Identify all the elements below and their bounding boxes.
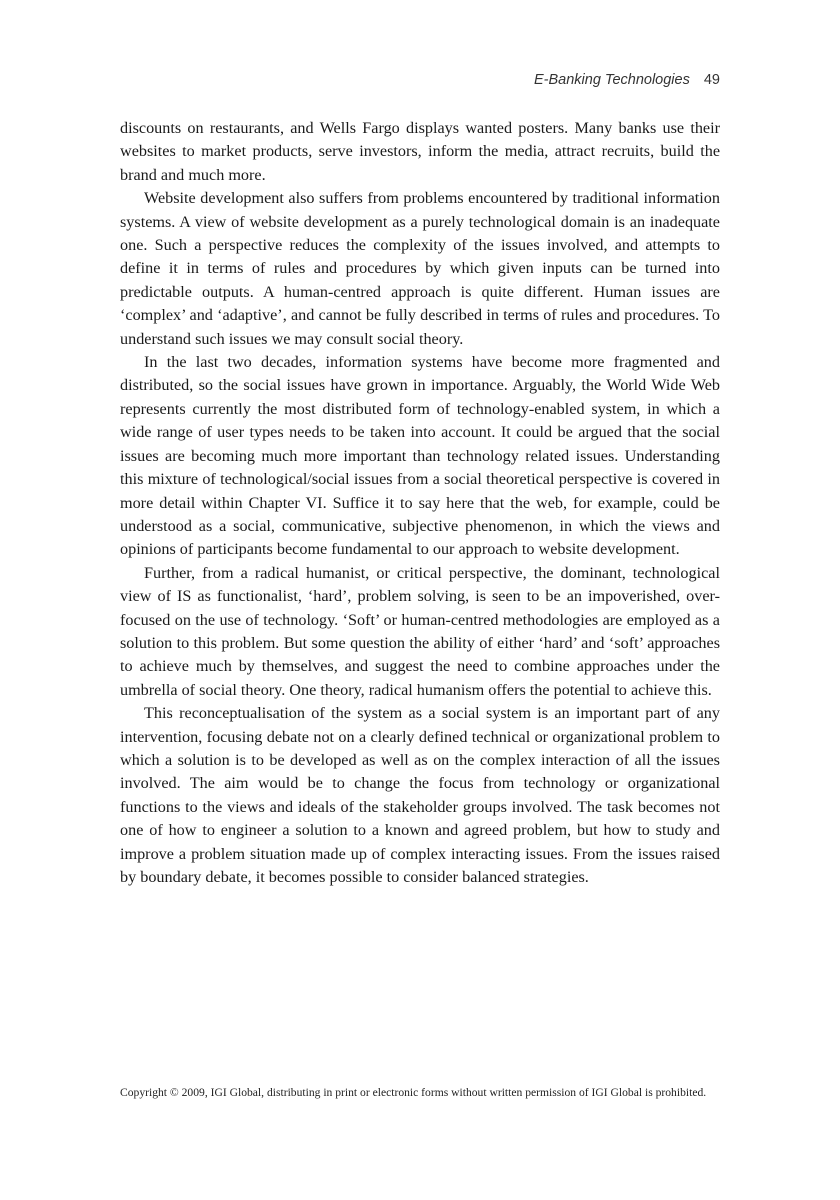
page-number: 49 xyxy=(703,72,720,88)
running-header xyxy=(534,72,720,88)
copyright-footer: Copyright © 2009, IGI Global, distributing in print or electronic forms without written permission of IGI Global is prohibited. xyxy=(120,1086,707,1099)
running-title: E-Banking Technologies xyxy=(534,72,690,88)
paragraph: Website development also suffers from problems encountered by traditional information systems. A view of website development as a purely technological domain is an inadequate one. Such a perspective reduces the complexity of the issues involved, and attempts to define it in terms of rules and procedures by which given inputs can be turned into predictable outputs. A human-centred approach is quite different. Human issues are ‘complex’ and ‘adaptive’, and cannot be fully described in terms of rules and procedures. To understand such issues we may consult social theory. xyxy=(120,189,720,348)
body-text xyxy=(120,117,720,889)
paragraph: Further, from a radical humanist, or critical perspective, the dominant, technological view of IS as functionalist, ‘hard’, problem solving, is seen to be an impoverished, over-focused on the use of technology. ‘Soft’ or human-centred methodologies are employed as a solution to this problem. But some question the ability of either ‘hard’ and ‘soft’ approaches to achieve much by themselves, and suggest the need to combine approaches under the umbrella of social theory. One theory, radical humanism offers the potential to achieve this. xyxy=(120,563,720,699)
paragraph: This reconceptualisation of the system as a social system is an important part of any intervention, focusing debate not on a clearly defined technical or organizational problem to which a solution is to be developed as well as on the complex interaction of all the issues involved. The aim would be to change the focus from technology or organizational functions to the views and ideals of the stakeholder groups involved. The task becomes not one of how to engineer a solution to a known and agreed problem, but how to study and improve a problem situation made up of complex interacting issues. From the issues raised by boundary debate, it becomes possible to consider balanced strategies. xyxy=(120,704,720,886)
paragraph-continuation: discounts on restaurants, and Wells Fargo displays wanted posters. Many banks use their websites to market products, serve investors, inform the media, attract recruits, build the brand and much more. xyxy=(120,119,720,184)
paragraph: In the last two decades, information systems have become more fragmented and distributed, so the social issues have grown in importance. Arguably, the World Wide Web represents currently the most distributed form of technology-enabled system, in which a wide range of user types needs to be taken into account. It could be argued that the social issues are becoming much more important than technology related issues. Understanding this mixture of technological/social issues from a social theoretical perspective is covered in more detail within Chapter VI. Suffice it to say here that the web, for example, could be understood as a social, communicative, subjective phenomenon, in which the views and opinions of participants become fundamental to our approach to website development. xyxy=(120,353,720,559)
